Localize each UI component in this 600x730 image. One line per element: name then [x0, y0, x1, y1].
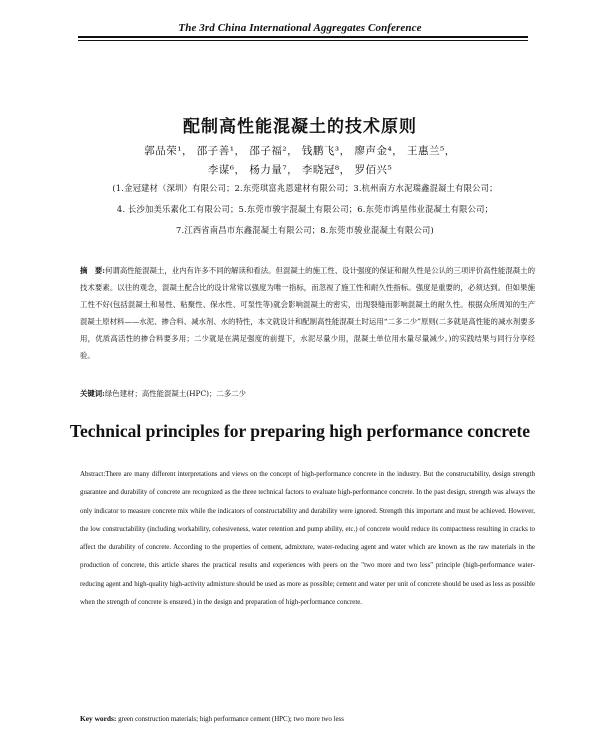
chinese-abstract-text: 何谓高性能混凝土，业内有许多不同的解读和看法。但混凝土的施工性、设计强度的保证和耐久性是公认的三项评价高性能混凝土的技术要素。以往的观念，混凝土配合比的设计常常以强度为唯一指标，而忽视了施工性和耐久性指标。强度是重要的，必须达到。但如果施工性不好(包括混凝土和易性、粘聚性、保水性、可泵性等)就会影响混凝土的密实，出现裂缝而影响混凝土的耐久性。根据众所周知的生产混凝土原材料——水泥、掺合料、减水剂、水的特性，本文就设计和配制高性能混凝土时运用“二多二少”原则(二多就是高性能的减水剂要多用，优质高活性的掺合料要多用；二少就是在满足强度的前提下，水泥尽量少用，混凝土单位用水量尽量减少。)的实践结果与同行分享经验。: [80, 266, 535, 360]
chinese-abstract-label: 摘 要:: [80, 266, 105, 275]
english-keywords-text: green construction materials; high performance cement (HPC); two more two less: [118, 716, 344, 723]
affiliations-line-3: 7.江西省南昌市东鑫混凝土有限公司；8.东莞市骏业混凝土有限公司): [176, 225, 434, 235]
chinese-title: 配制高性能混凝土的技术原则: [183, 117, 417, 137]
header-rule-thin: [78, 40, 528, 41]
english-keywords-label: Key words:: [80, 714, 117, 723]
english-keywords: [80, 714, 535, 723]
authors-line-2: 李谋⁶， 杨力量⁷， 李晓冠⁸， 罗佰兴⁵: [207, 164, 393, 176]
english-title: Technical principles for preparing high performance concrete: [69, 421, 531, 441]
journal-header: The 3rd China International Aggregates Conference: [178, 22, 422, 34]
header-rule-thick: [78, 36, 528, 38]
chinese-keywords-label: 关键词:: [80, 389, 105, 398]
chinese-keywords: [80, 388, 535, 399]
english-abstract: Abstract:There are many different interpretations and views on the concept of high-performance concrete in the industry. But the constructability, design strength guarantee and durability of concrete are recognized as the three technical factors to evaluate high-performance concrete. In the past design, strength was always the only indicator to measure concrete mix while the indicators of constructability and durability were ignored. Strength this important and must be achieved. However, the low constructability (including workability, cohesiveness, water retention and pump ability, etc.) of concrete would reduce its compactness resulting in cracks to affect the durability of concrete. According to the properties of cement, admixture, water-reducing agent and water which are known as the raw materials in the production of concrete, this article shares the practical results and experiences with peers on the "two more and two less" principle (high-performance water-reducing agent and high-quality high-activity admixture should be used as more as possible; cement and water per unit of concrete should be used as less as possible when the strength of concrete is ensured.) in the design and preparation of high-performance concrete.: [80, 471, 535, 607]
affiliations-line-1: (1.金冠建材（深圳）有限公司；2.东莞琪富兆恩建材有限公司；3.杭州南方水泥瑞鑫混凝土有限公司；: [112, 183, 498, 193]
authors-line-1: 郭品荣¹， 邵子善¹， 邵子福²， 钱鹏飞³， 廖声金⁴， 王惠兰⁵，: [144, 145, 456, 157]
chinese-keywords-text: 绿色建材；高性能混凝土(HPC)；二多二少: [104, 389, 246, 398]
affiliations-line-2: 4. 长沙加美乐素化工有限公司；5.东莞市骏宇混凝土有限公司；6.东莞市鸿星伟业混凝土有限公司；: [116, 204, 494, 214]
chinese-abstract: [80, 262, 535, 364]
